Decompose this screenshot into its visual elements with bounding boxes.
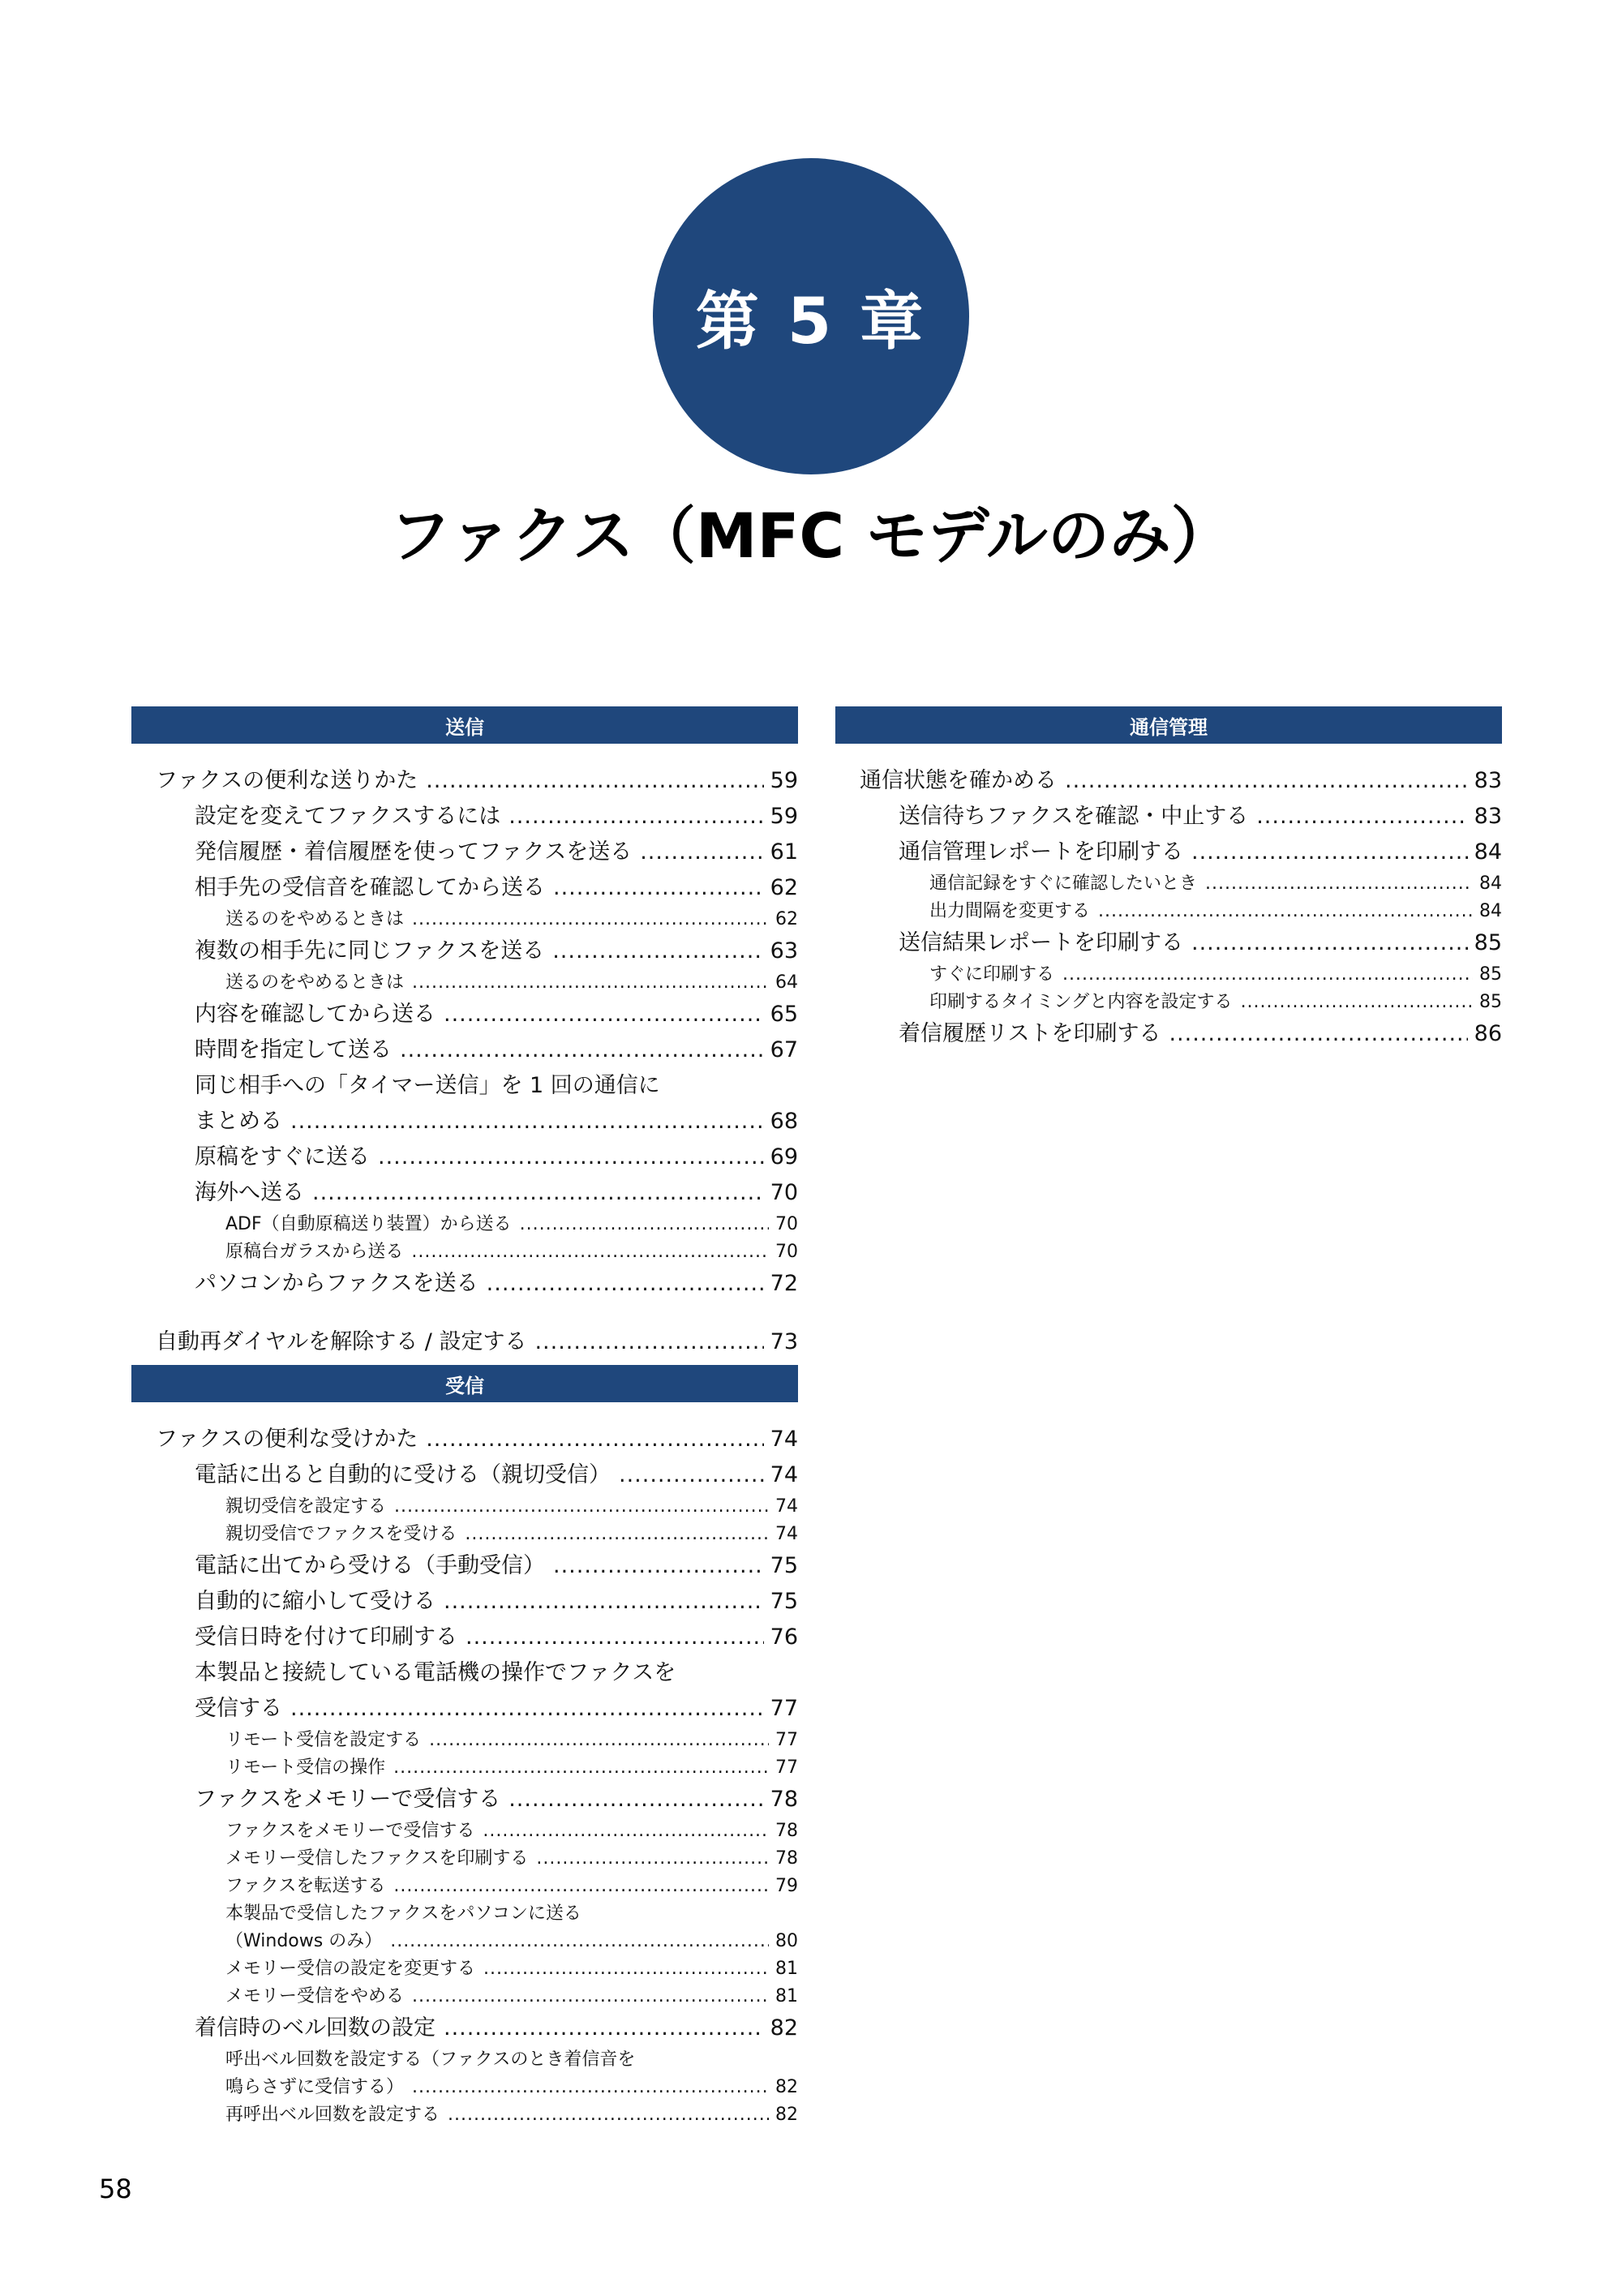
dot-leader bbox=[1065, 763, 1468, 799]
chapter-title: ファクス（MFC モデルのみ） bbox=[389, 500, 1233, 572]
toc-entry[interactable] bbox=[156, 1727, 798, 1754]
dot-leader bbox=[426, 763, 763, 799]
toc-entry-text: 電話に出ると自動的に受ける（親切受信） bbox=[195, 1462, 611, 1487]
toc-entry[interactable] bbox=[860, 989, 1502, 1016]
toc-list-manage bbox=[835, 744, 1502, 1052]
toc-entry-text: 自動再ダイヤルを解除する / 設定する bbox=[156, 1329, 527, 1354]
dot-leader bbox=[444, 997, 764, 1032]
toc-entry-text-continued: 受信する bbox=[195, 1696, 282, 1721]
toc-page-number: 74 bbox=[770, 1427, 798, 1452]
dot-leader bbox=[483, 1955, 769, 1983]
toc-entry[interactable] bbox=[156, 799, 798, 835]
right-column bbox=[835, 706, 1502, 1052]
dot-leader bbox=[1205, 870, 1473, 898]
dot-leader bbox=[640, 835, 763, 870]
toc-page-number: 82 bbox=[770, 2015, 798, 2041]
toc-entry[interactable] bbox=[860, 835, 1502, 870]
toc-entry-text: ファクスの便利な受けかた bbox=[156, 1427, 418, 1452]
toc-page-number: 80 bbox=[775, 1931, 798, 1951]
toc-entry-text: ファクスを転送する bbox=[225, 1876, 386, 1896]
spacer bbox=[156, 1302, 798, 1316]
toc-page-number: 70 bbox=[775, 1242, 798, 1262]
toc-entry-text: 設定を変えてファクスするには bbox=[195, 804, 501, 829]
toc-page-number: 70 bbox=[775, 1214, 798, 1234]
toc-entry-text: 着信履歴リストを印刷する bbox=[899, 1021, 1161, 1046]
dot-leader bbox=[390, 1928, 769, 1955]
toc-page-number: 75 bbox=[770, 1553, 798, 1578]
toc-entry[interactable] bbox=[156, 1548, 798, 1584]
toc-page-number: 77 bbox=[770, 1696, 798, 1721]
dot-leader bbox=[378, 1139, 764, 1175]
page-number: 58 bbox=[99, 2174, 132, 2204]
toc-page-number: 84 bbox=[1479, 901, 1502, 921]
toc-entry-text: 発信履歴・着信履歴を使ってファクスを送る bbox=[195, 839, 633, 865]
toc-entry[interactable] bbox=[156, 1032, 798, 1068]
toc-entry-text: ファクスの便利な送りかた bbox=[156, 768, 418, 793]
dot-leader bbox=[429, 1727, 769, 1754]
toc-entry[interactable] bbox=[156, 1324, 798, 1360]
toc-entry-text: 複数の相手先に同じファクスを送る bbox=[195, 938, 545, 963]
toc-entry-text: メモリー受信の設定を変更する bbox=[225, 1959, 476, 1979]
toc-entry[interactable] bbox=[860, 870, 1502, 898]
toc-entry[interactable] bbox=[156, 2101, 798, 2129]
toc-list-send bbox=[131, 744, 798, 1360]
dot-leader bbox=[400, 1032, 764, 1068]
toc-entry-text: 再呼出ベル回数を設定する bbox=[225, 2105, 440, 2125]
dot-leader bbox=[619, 1457, 764, 1493]
toc-entry[interactable] bbox=[156, 763, 798, 799]
toc-page-number: 59 bbox=[770, 768, 798, 793]
toc-page-number: 81 bbox=[775, 1986, 798, 2006]
section-header-receive: 受信 bbox=[131, 1365, 798, 1402]
toc-page-number: 67 bbox=[770, 1037, 798, 1062]
toc-entry-text: パソコンからファクスを送る bbox=[195, 1271, 478, 1296]
toc-entry-text: 原稿台ガラスから送る bbox=[225, 1242, 404, 1262]
dot-leader bbox=[1191, 925, 1468, 961]
toc-page-number: 82 bbox=[775, 2105, 798, 2125]
toc-entry[interactable] bbox=[156, 1175, 798, 1211]
dot-leader bbox=[444, 1584, 764, 1620]
toc-entry[interactable] bbox=[156, 906, 798, 933]
section-header-send: 送信 bbox=[131, 706, 798, 744]
toc-entry-text: 本製品で受信したファクスをパソコンに送る bbox=[225, 1903, 581, 1924]
toc-entry-text: 送るのをやめるときは bbox=[225, 909, 405, 929]
toc-entry[interactable] bbox=[156, 1873, 798, 1900]
toc-entry[interactable] bbox=[860, 961, 1502, 989]
toc-list-receive bbox=[131, 1402, 798, 2129]
toc-entry[interactable] bbox=[860, 763, 1502, 799]
toc-entry[interactable] bbox=[156, 1900, 798, 1955]
toc-entry[interactable] bbox=[860, 925, 1502, 961]
toc-page-number: 68 bbox=[770, 1109, 798, 1134]
toc-page-number: 74 bbox=[770, 1462, 798, 1487]
toc-page-number: 81 bbox=[775, 1959, 798, 1979]
toc-entry[interactable] bbox=[860, 799, 1502, 835]
toc-entry-text: ADF（自動原稿送り装置）から送る bbox=[225, 1214, 512, 1234]
toc-page-number: 79 bbox=[775, 1876, 798, 1896]
toc-entry[interactable] bbox=[156, 2011, 798, 2046]
toc-page-number: 62 bbox=[775, 909, 798, 929]
toc-page-number: 78 bbox=[770, 1787, 798, 1812]
toc-page-number: 77 bbox=[775, 1757, 798, 1778]
toc-entry[interactable] bbox=[156, 1983, 798, 2011]
dot-leader bbox=[483, 1817, 769, 1845]
toc-entry-text: 自動的に縮小して受ける bbox=[195, 1589, 436, 1614]
toc-entry[interactable] bbox=[156, 969, 798, 997]
toc-page-number: 74 bbox=[775, 1524, 798, 1544]
toc-entry-text: ファクスをメモリーで受信する bbox=[195, 1787, 501, 1812]
toc-entry[interactable] bbox=[156, 1521, 798, 1548]
toc-page-number: 65 bbox=[770, 1002, 798, 1027]
toc-entry[interactable] bbox=[156, 1457, 798, 1493]
toc-entry-text: 印刷するタイミングと内容を設定する bbox=[929, 992, 1233, 1012]
dot-leader bbox=[394, 1493, 769, 1521]
toc-entry[interactable] bbox=[156, 1620, 798, 1655]
toc-entry-text: 相手先の受信音を確認してから送る bbox=[195, 875, 545, 900]
toc-entry-text: 内容を確認してから送る bbox=[195, 1002, 436, 1027]
toc-entry-text: リモート受信の操作 bbox=[225, 1757, 386, 1778]
toc-entry[interactable] bbox=[156, 1422, 798, 1457]
toc-page-number: 70 bbox=[770, 1180, 798, 1205]
toc-page-number: 85 bbox=[1479, 992, 1502, 1012]
toc-entry-text-continued: （Windows のみ） bbox=[225, 1931, 383, 1951]
dot-leader bbox=[536, 1845, 769, 1873]
toc-entry[interactable] bbox=[156, 1817, 798, 1845]
toc-page-number: 78 bbox=[775, 1821, 798, 1841]
toc-entry-text: 送るのをやめるときは bbox=[225, 972, 405, 993]
dot-leader bbox=[520, 1211, 769, 1238]
toc-entry-text: 電話に出てから受ける（手動受信） bbox=[195, 1553, 545, 1578]
toc-entry[interactable] bbox=[156, 2046, 798, 2101]
toc-page-number: 82 bbox=[775, 2077, 798, 2097]
toc-entry-text-continued: まとめる bbox=[195, 1109, 282, 1134]
dot-leader bbox=[466, 1620, 764, 1655]
toc-entry[interactable] bbox=[860, 1016, 1502, 1052]
dot-leader bbox=[1241, 989, 1473, 1016]
dot-leader bbox=[552, 933, 763, 969]
toc-page-number: 83 bbox=[1474, 768, 1502, 793]
toc-entry-text: 同じ相手への「タイマー送信」を 1 回の通信に bbox=[195, 1073, 660, 1098]
dot-leader bbox=[1062, 961, 1473, 989]
dot-leader bbox=[444, 2011, 764, 2046]
toc-page-number: 85 bbox=[1474, 930, 1502, 955]
dot-leader bbox=[508, 799, 763, 835]
toc-entry[interactable] bbox=[156, 1955, 798, 1983]
toc-page-number: 69 bbox=[770, 1144, 798, 1169]
toc-entry[interactable] bbox=[156, 1493, 798, 1521]
toc-entry-text: メモリー受信したファクスを印刷する bbox=[225, 1848, 529, 1869]
toc-page-number: 84 bbox=[1474, 839, 1502, 865]
dot-leader bbox=[393, 1754, 769, 1782]
toc-entry[interactable] bbox=[156, 835, 798, 870]
toc-entry-text: リモート受信を設定する bbox=[225, 1730, 422, 1750]
toc-entry[interactable] bbox=[156, 1845, 798, 1873]
dot-leader bbox=[426, 1422, 763, 1457]
dot-leader bbox=[412, 1983, 769, 2011]
toc-page-number: 59 bbox=[770, 804, 798, 829]
toc-entry-text: 親切受信でファクスを受ける bbox=[225, 1524, 457, 1544]
toc-entry[interactable] bbox=[860, 898, 1502, 925]
dot-leader bbox=[412, 906, 769, 933]
toc-page-number: 64 bbox=[775, 972, 798, 993]
dot-leader bbox=[1169, 1016, 1467, 1052]
toc-entry-text: 海外へ送る bbox=[195, 1180, 304, 1205]
dot-leader bbox=[290, 1691, 764, 1727]
dot-leader bbox=[1098, 898, 1473, 925]
dot-leader bbox=[312, 1175, 764, 1211]
toc-page-number: 84 bbox=[1479, 873, 1502, 894]
toc-entry-text: 呼出ベル回数を設定する（ファクスのとき着信音を bbox=[225, 2049, 636, 2070]
dot-leader bbox=[448, 2101, 769, 2129]
toc-entry[interactable] bbox=[156, 1068, 798, 1139]
toc-entry-text: 時間を指定して送る bbox=[195, 1037, 392, 1062]
toc-page-number: 73 bbox=[770, 1329, 798, 1354]
toc-page-number: 75 bbox=[770, 1589, 798, 1614]
toc-entry[interactable] bbox=[156, 933, 798, 969]
toc-page-number: 78 bbox=[775, 1848, 798, 1869]
dot-leader bbox=[1256, 799, 1467, 835]
toc-entry-text: 本製品と接続している電話機の操作でファクスを bbox=[195, 1660, 676, 1685]
toc-page-number: 85 bbox=[1479, 964, 1502, 985]
section-header-manage: 通信管理 bbox=[835, 706, 1502, 744]
dot-leader bbox=[553, 1548, 764, 1584]
toc-entry-text: 通信状態を確かめる bbox=[860, 768, 1057, 793]
toc-page-number: 62 bbox=[770, 875, 798, 900]
toc-entry[interactable] bbox=[156, 1655, 798, 1727]
left-column bbox=[131, 706, 798, 2129]
chapter-label: 第 5 章 bbox=[695, 285, 927, 358]
dot-leader bbox=[412, 969, 769, 997]
toc-page-number: 61 bbox=[770, 839, 798, 865]
toc-entry[interactable] bbox=[156, 1139, 798, 1175]
toc-page-number: 76 bbox=[770, 1624, 798, 1650]
dot-leader bbox=[553, 870, 764, 906]
toc-entry[interactable] bbox=[156, 870, 798, 906]
dot-leader bbox=[534, 1324, 763, 1360]
toc-entry[interactable] bbox=[156, 1238, 798, 1266]
toc-entry-text: 受信日時を付けて印刷する bbox=[195, 1624, 457, 1650]
toc-page-number: 86 bbox=[1474, 1021, 1502, 1046]
toc-page-number: 63 bbox=[770, 938, 798, 963]
toc-entry-text: 着信時のベル回数の設定 bbox=[195, 2015, 436, 2041]
toc-entry-text: メモリー受信をやめる bbox=[225, 1986, 405, 2006]
toc-entry[interactable] bbox=[156, 1754, 798, 1782]
toc-entry-text: ファクスをメモリーで受信する bbox=[225, 1821, 475, 1841]
toc-entry-text: 出力間隔を変更する bbox=[929, 901, 1091, 921]
toc-page-number: 83 bbox=[1474, 804, 1502, 829]
toc-entry-text: すぐに印刷する bbox=[929, 964, 1055, 985]
toc-page-number: 72 bbox=[770, 1271, 798, 1296]
toc-entry-text: 送信結果レポートを印刷する bbox=[899, 930, 1183, 955]
toc-entry-text-continued: 鳴らさずに受信する） bbox=[225, 2077, 405, 2097]
toc-entry[interactable] bbox=[156, 1782, 798, 1817]
dot-leader bbox=[411, 1238, 769, 1266]
dot-leader bbox=[290, 1104, 764, 1139]
dot-leader bbox=[393, 1873, 769, 1900]
dot-leader bbox=[412, 2074, 769, 2101]
dot-leader bbox=[508, 1782, 763, 1817]
toc-entry[interactable] bbox=[156, 1211, 798, 1238]
toc-entry-text: 送信待ちファクスを確認・中止する bbox=[899, 804, 1249, 829]
toc-entry-text: 原稿をすぐに送る bbox=[195, 1144, 370, 1169]
dot-leader bbox=[1191, 835, 1468, 870]
toc-entry[interactable] bbox=[156, 1266, 798, 1302]
dot-leader bbox=[487, 1266, 764, 1302]
dot-leader bbox=[465, 1521, 769, 1548]
toc-page-number: 74 bbox=[775, 1496, 798, 1517]
chapter-badge bbox=[653, 158, 969, 474]
toc-entry[interactable] bbox=[156, 997, 798, 1032]
toc-entry-text: 通信管理レポートを印刷する bbox=[899, 839, 1183, 865]
toc-entry-text: 親切受信を設定する bbox=[225, 1496, 387, 1517]
toc-entry[interactable] bbox=[156, 1584, 798, 1620]
toc-page-number: 77 bbox=[775, 1730, 798, 1750]
toc-entry-text: 通信記録をすぐに確認したいとき bbox=[929, 873, 1198, 894]
